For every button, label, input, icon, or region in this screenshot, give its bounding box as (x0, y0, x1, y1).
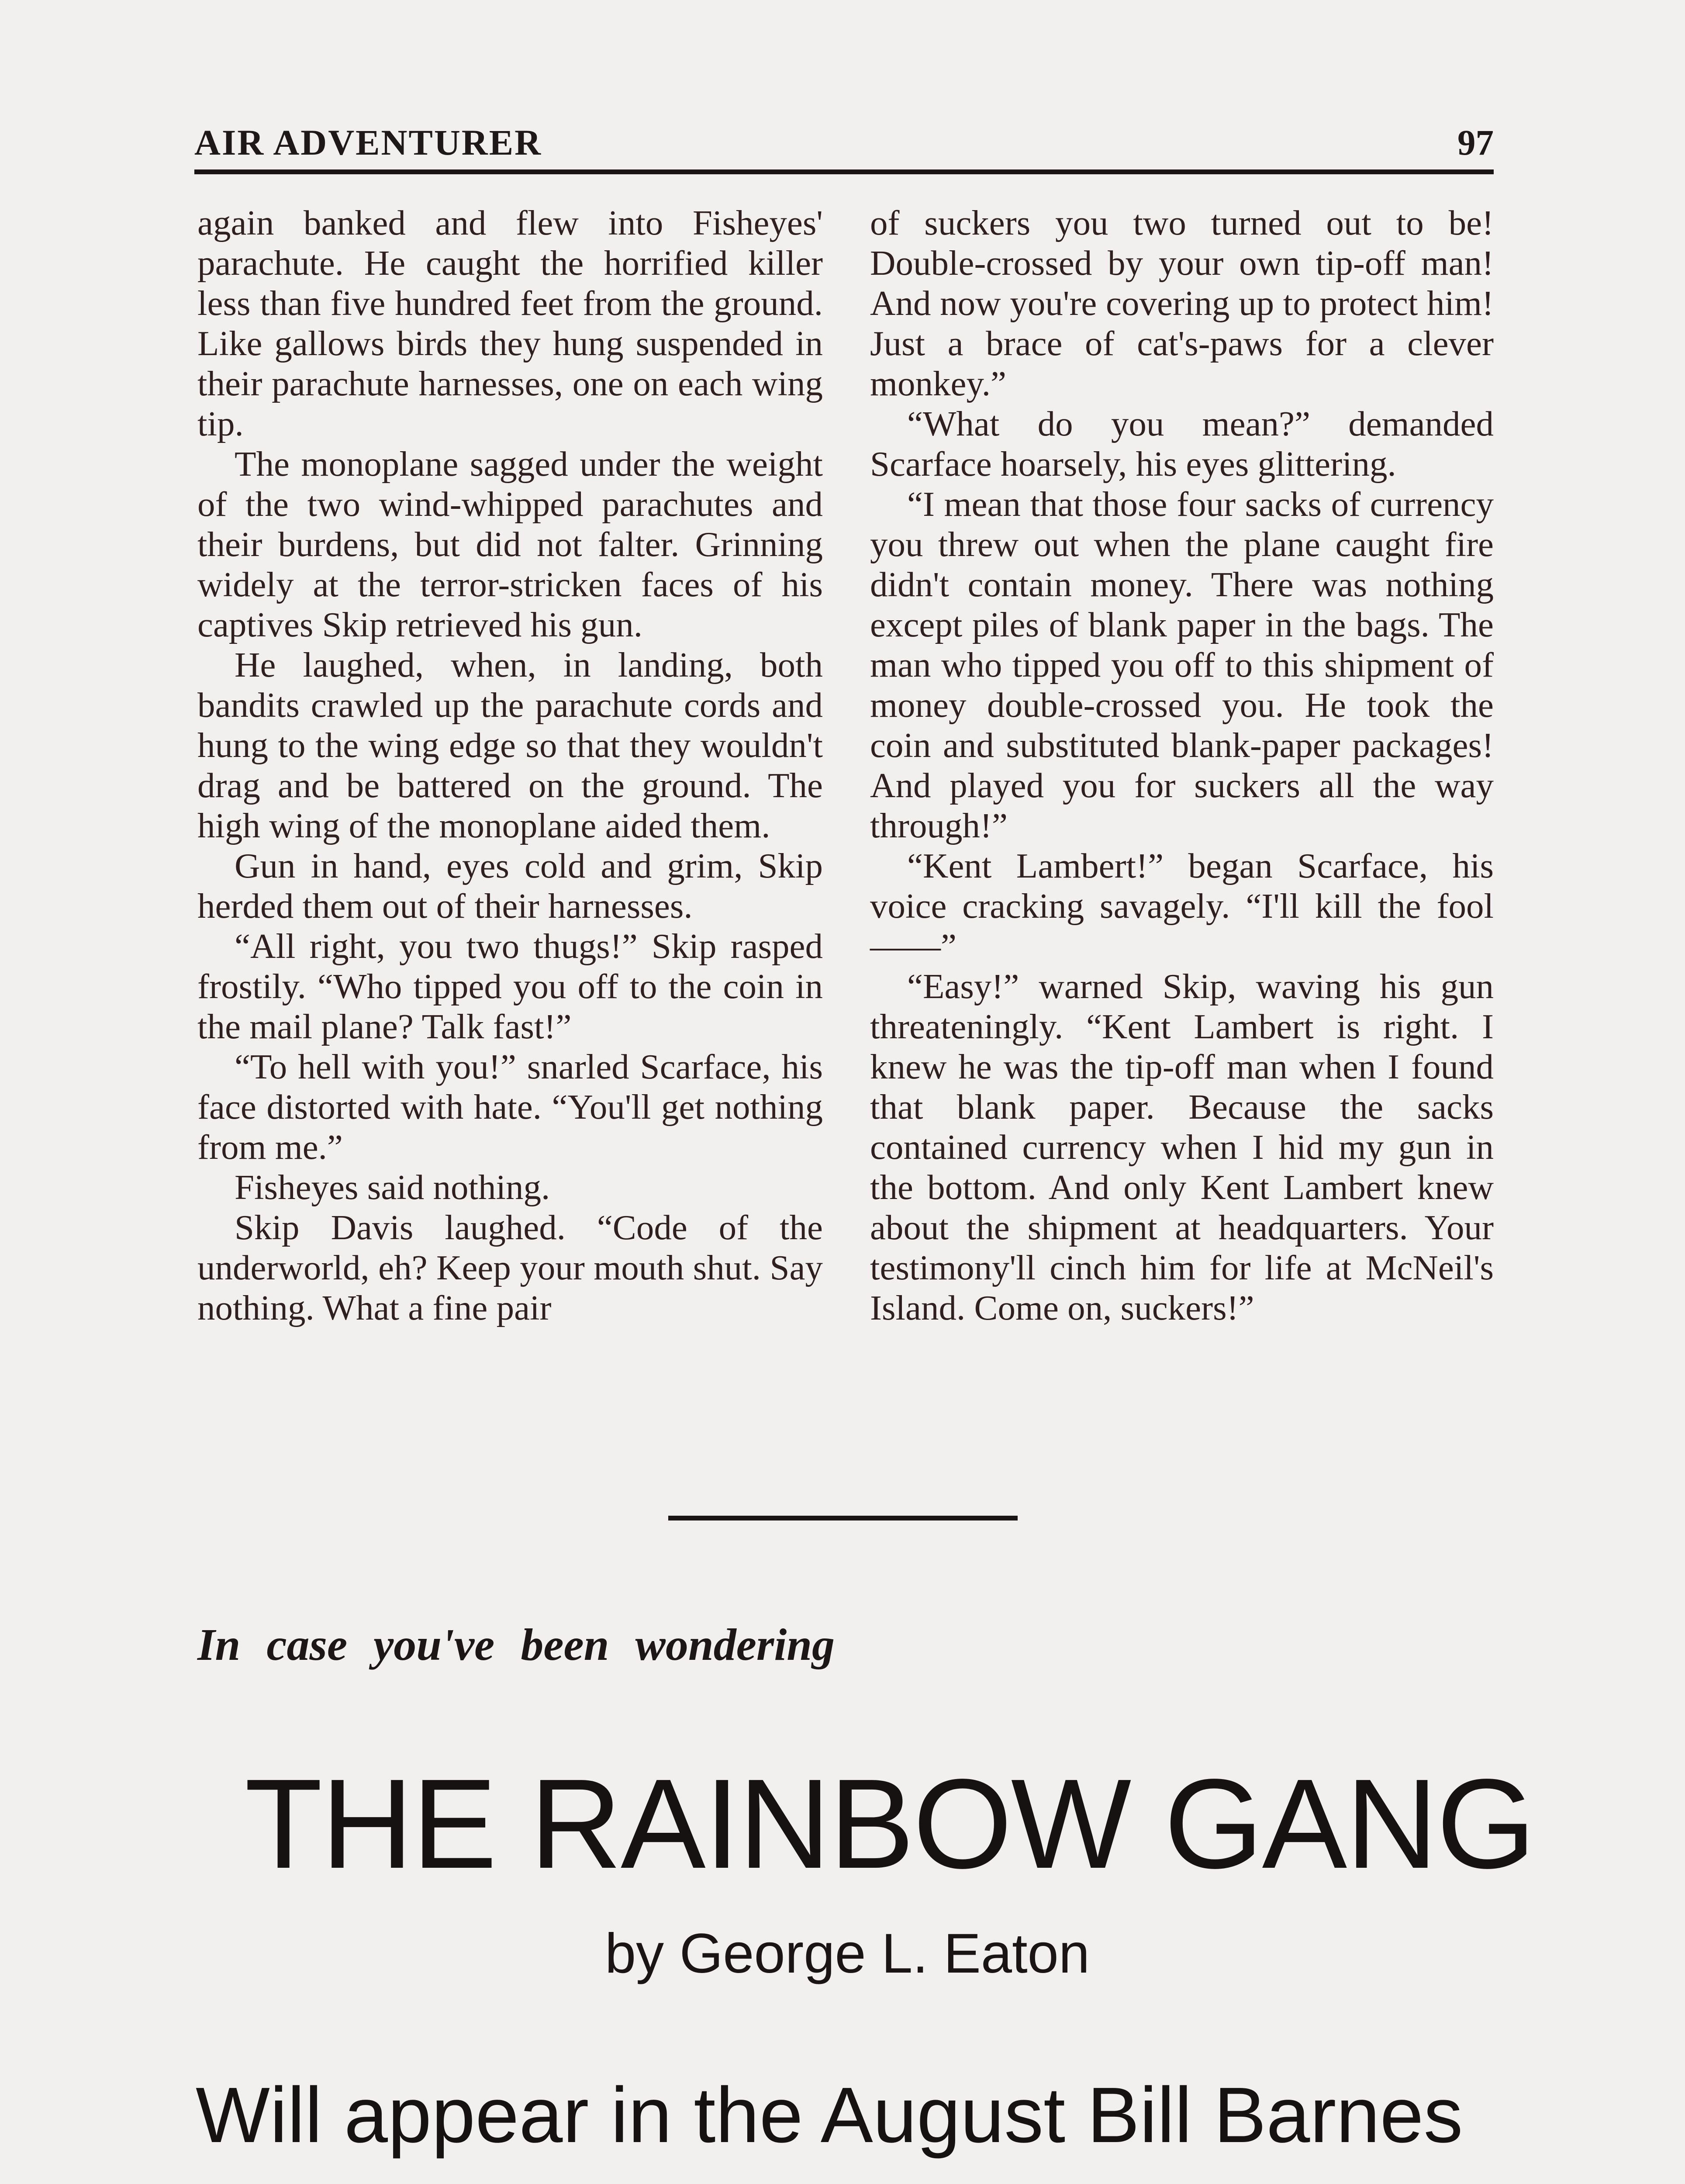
paragraph: He laughed, when, in landing, both bandits crawled up the parachute cords and hung to the wing edge so that they wouldn't drag and be battered on the ground. The high wing of the monoplane aided them. (197, 645, 823, 845)
running-header (194, 117, 1494, 174)
paragraph: of suckers you two turned out to be! Double-crossed by your own tip-off man! And now you're covering up to protect him! Just a brace of cat's-paws for a clever monkey.” (870, 203, 1494, 403)
page-number: 97 (1457, 122, 1494, 162)
story-author: by George L. Eaton (604, 1922, 1090, 1985)
teaser-heading: In case you've been wondering (197, 1620, 835, 1670)
paragraph: “I mean that those four sacks of currency you threw out when the plane caught fire didn't contain money. There was nothing except piles of blank paper in the bags. The man who tipped you off to this shipment of money double-crossed you. He took the coin and substituted blank-paper packages! And played you for suckers all the way through!” (870, 484, 1494, 845)
paragraph: Fisheyes said nothing. (235, 1168, 550, 1207)
paragraph: Gun in hand, eyes cold and grim, Skip herded them out of their harnesses. (197, 846, 823, 926)
section-divider (668, 1516, 1018, 1521)
paragraph: Skip Davis laughed. “Code of the underworld, eh? Keep your mouth shut. Say nothing. What a fine pair (197, 1208, 823, 1327)
paragraph: again banked and flew into Fisheyes' parachute. He caught the horrified killer less than five hundred feet from the ground. Like gallows birds they hung suspended in their parachute harnesses, one on each wing tip. (197, 203, 823, 443)
story-title: THE RAINBOW GANG (245, 1752, 1535, 1895)
paragraph: “All right, you two thugs!” Skip rasped frostily. “Who tipped you off to the coin in the mail plane? Talk fast!” (197, 926, 823, 1046)
left-text-column (197, 203, 823, 1417)
magazine-title: AIR ADVENTURER (194, 122, 542, 162)
paragraph: “To hell with you!” snarled Scarface, his face distorted with hate. “You'll get nothing from me.” (197, 1047, 823, 1167)
appearance-notice: Will appear in the August Bill Barnes (196, 2071, 1463, 2159)
paragraph: The monoplane sagged under the weight of the two wind-whipped parachutes and their burdens, but did not falter. Grinning widely at the terror-stricken faces of his captives Skip retrieved his gun. (197, 444, 823, 644)
paragraph: “Easy!” warned Skip, waving his gun threateningly. “Kent Lambert is right. I knew he was the tip-off man when I found that blank paper. Because the sacks contained currency when I hid my gun in the bottom. And only Kent Lambert knew about the shipment at headquarters. Your testimony'll cinch him for life at McNeil's Island. Come on, suckers!” (870, 967, 1494, 1327)
right-text-column (870, 203, 1494, 1417)
paragraph: “What do you mean?” demanded Scarface hoarsely, his eyes glittering. (870, 404, 1494, 484)
paragraph: “Kent Lambert!” began Scarface, his voice cracking savagely. “I'll kill the fool——” (870, 846, 1494, 966)
